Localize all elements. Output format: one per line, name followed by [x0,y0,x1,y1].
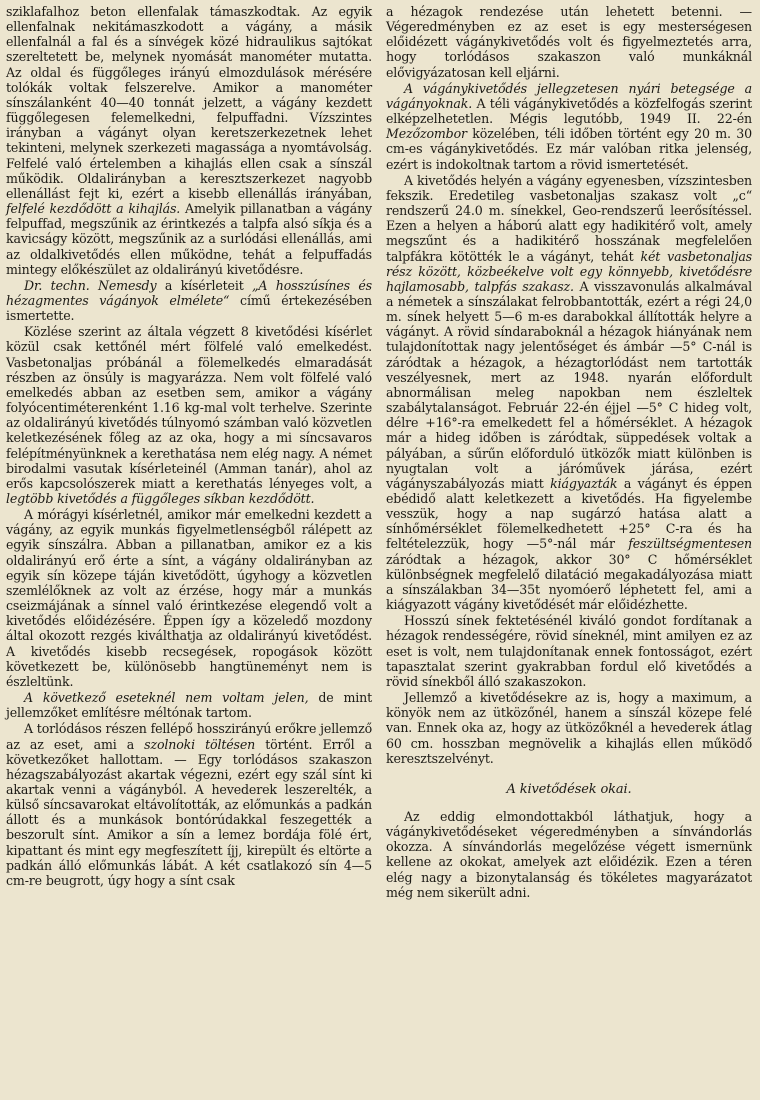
italic-text: Mezőzombor [386,126,467,142]
text-run: A téli vágánykivetődés a közfelfogás szerint elképzelhetetlen. Mégis legutóbb, 1949 II. 22-én [386,95,752,127]
paragraph [6,4,372,277]
paragraph [386,613,752,689]
text-run: Amelyik pillanatban a vágány felpuffad, megszűnik az érintkezés a talpfa alsó síkja és a kavicságy között, megszűnik az a surlódási ellenállás, ami az oldalkivetődés ellen működne, tehát a felpuffadás mintegy előkészület az oldalirányú kivetődésre. [6,201,372,277]
italic-text: feszültségmentesen [628,536,752,552]
text-run: a hézagok rendezése után lehetett betenni. — Végeredményben ez az eset is egy mesterségesen előidézett vágánykivetődés volt és figyelmeztetés arra, hogy torlódásos szakaszon való munkáknál elővigyázatosan kell eljárni. [386,4,752,80]
paragraph [6,507,372,689]
italic-text: felfelé kezdődött a kihajlás. [6,201,181,217]
section-heading: A kivetődések okai. [506,781,632,797]
italic-text: „A hosszúsínes és hézagmentes vágányok elmélete“ [6,277,372,308]
paragraph [386,81,752,172]
left-column [6,4,372,1100]
text-run: A kivetődés helyén a vágány egyenesben, vízszintesben fekszik. Eredetileg vasbetonaljas szakasz volt „c“ rendszerű 24.0 m. sínekkel, Geo-rendszerű leerősítéssel. Ezen a helyen a háború alatt egy hadikitérő volt, amely megszűnt és a hadikitérő hosszának megfelelően talpfákra kötötték le a vágányt, tehát [386,172,752,264]
text-run: Az eddig elmondottakból láthatjuk, hogy a vágánykivetődéseket végeredményben a sínvándorlás okozza. A sínvándorlás megelőzése végett ismernünk kellene az okokat, amelyek azt előidézik. Ezen a téren elég nagy a bizonytalanság és tökéletes magyarázatot még nem sikerült adni. [386,808,752,900]
right-column-body [386,4,752,766]
text-run: A torlódásos részen fellépő hosszirányú erőkre jellemző az az eset, ami a [6,721,372,752]
text-run: a vágányt és éppen ebédidő alatt keletkezett a kivetődés. Ha figyelembe vesszük, hogy a nap sugárzó hatása alatt a sínhőmérséklet fölemelkedhetett +25° C-ra és ha feltételezzük, hogy —5°-nál már [386,475,752,552]
text-run: A visszavonulás alkalmával a németek a sínszálakat felrobbantották, ezért a régi 24,0 m. sínek helyett 5—6 m-es darabokkal állították helyre a vágányt. A rövid síndaraboknál a hézagok hiányának nem tulajdonítottak nagy jelentőséget és ámbár —5° C-nál is záródtak a hézagok, a hézagtorlódást nem tartották veszélyesnek, mert az 1948. nyarán előfordult abnormálisan meleg napokban nem észleltek szabálytalanságot. Február 22-én éjjel —5° C hideg volt, délre +16°-ra emelkedett fel a hőmérséklet. A hézagok már a hideg időben is záródtak, süppedések voltak a pályában, a sűrűn előforduló ütközők miatt különben is nyugtalan volt a járóművek járása, ezért vágányszabályozás miatt [386,278,752,491]
text-run: Hosszú sínek fektetésénél kiváló gondot fordítanak a hézagok rendességére, rövid síneknél, mint amilyen ez az eset is volt, nem tulajdonítanak ennek fontosságot, ezért tapasztalat szerint gyakrabban fordul elő kivetődés a rövid sínekből álló szakaszokon. [386,613,752,689]
paragraph [386,809,752,900]
paragraph [6,690,372,720]
paragraph [386,4,752,80]
text-run: Közlése szerint az általa végzett 8 kivetődési kísérlet közül csak kettőnél mért fölfelé való emelkedést. Vasbetonaljas próbánál a fölemelkedés elmaradását részben az önsúly is magyarázza. Nem volt fölfelé való emelkedés abban az esetben sem, amikor a vágány folyócentiméterenként 1.16 kg-mal volt terhelve. Szerinte az oldalirányú kivetődés túlnyomó számban való közvetlen keletkezésének főleg az az oka, hogy a mi síncsavaros felépítményünknek a kerethatása nem elég nagy. A német birodalmi vasutak kísérleteinél (Amman tanár), ahol az erős kapcsolószerek miatt a kerethatás lényeges volt, a [6,324,372,491]
italic-text: Dr. techn. Nemesdy [24,277,157,293]
paragraph [386,690,752,766]
paragraph [386,173,752,613]
text-run: sziklafalhoz beton ellenfalak támaszkodtak. Az egyik ellenfalnak nekitámaszkodott a vágány, a másik ellenfalnál a fal és a sínvégek közé hidraulikus sajtókat szereltetett be, melynek nyomását manométer mutatta. Az oldal és függőleges irányú elmozdulások mérésére tolókák voltak felszerelve. Amikor a manométer sínszálanként 40—40 tonnát jelzett, a vágány kezdett függőlegesen felemelkedni, felpuffadni. Vízszintes irányban a vágányt olyan keretszerkezetnek lehet tekinteni, melynek szerkezeti magassága a nyomtávolság. Felfelé való értelemben a kihajlás ellen csak a sínszál működik. Oldalirányban a keresztszerkezet nagyobb ellenállást fejt ki, ezért a kisebb ellenállás irányában, [6,4,372,201]
text-run: című értekezésében ismertette. [6,292,372,324]
text-run: Jellemző a kivetődésekre az is, hogy a maximum, a könyök nem az ütközőnél, hanem a sínszál közepe felé van. Ennek oka az, hogy az ütközőknél a hevederek átlag 60 cm. hosszban megnövelik a kihajlás ellen működő keresztszelvényt. [386,690,752,766]
text-run: de mint jellemzőket említésre méltónak tartom. [6,690,372,721]
italic-text: szolnoki töltésen [144,736,256,752]
text-run: záródtak a hézagok, akkor 30° C hőmérséklet különbségnek megfelelő dilatáció megakadályozása miatt a sínszálakban 34—35t nyomóerő léphetett fel, ami a kiágyazott vágány kivetődését már előidézhette. [386,551,752,613]
text-run: történt. Erről a következőket hallottam. — Egy torlódásos szakaszon hézagszabályozást akartak végezni, ezért egy szál sínt ki akartak venni a vágányból. A hevederek leszerelték, a külső síncsavarokat eltávolították, az előmunkás a padkán állott és a munkások bontórúdakkal feszegették a beszorult sínt. Amikor a sín a lemez bordája fölé ért, kipattant és mint egy megfeszített íjj, kirepült és eltörte a padkán álló előmunkás lábát. A két csatlakozó sín 4—5 cm-re beugrott, úgy hogy a sínt csak [6,736,372,888]
text-run: a kísérleteit [156,277,253,293]
italic-text: kiágyazták [550,475,618,491]
italic-text: legtöbb kivetődés a függőleges síkban kezdődött. [6,491,315,506]
right-column [386,4,752,1100]
text-run: közelében, téli időben történt egy 20 m. 30 cm-es vágánykivetődés. Ez már valóban ritka jelenség, ezért is indokoltnak tartom a rövid ismertetését. [386,126,752,172]
paragraph [6,324,372,506]
paragraph [6,721,372,888]
text-run: A mórágyi kísérletnél, amikor már emelkedni kezdett a vágány, az egyik munkás figyelmetlenségből rálépett az egyik sínszálra. Abban a pillanatban, amikor ez a kis oldalirányú erő érte a sínt, a vágány oldalirányban az egyik sín közepe táján kivetődött, úgyhogy a közvetlen szemlélőknek az volt az érzése, hogy már a munkás cseizmájának a sínnel való érintkezése elegendő volt a kivetődés előidézésére. Éppen így a közeledő mozdony által okozott rezgés kiválthatja az oldalirányú kivetődést. A kivetődés kisebb recsegések, ropogások között következett be, különösebb hangtüneményt nem is észleltünk. [6,507,372,689]
right-column-section-body [386,809,752,900]
italic-text: A következő eseteknél nem voltam jelen, [24,690,309,706]
italic-text: A vágánykivetődés jellegzetesen nyári betegsége a vágányoknak. [386,80,752,111]
italic-text: két vasbetonaljas rész között, közbeékelve volt egy könnyebb, kivetődésre hajlamosabb, talpfás szakasz. [386,248,752,294]
paragraph [6,278,372,323]
